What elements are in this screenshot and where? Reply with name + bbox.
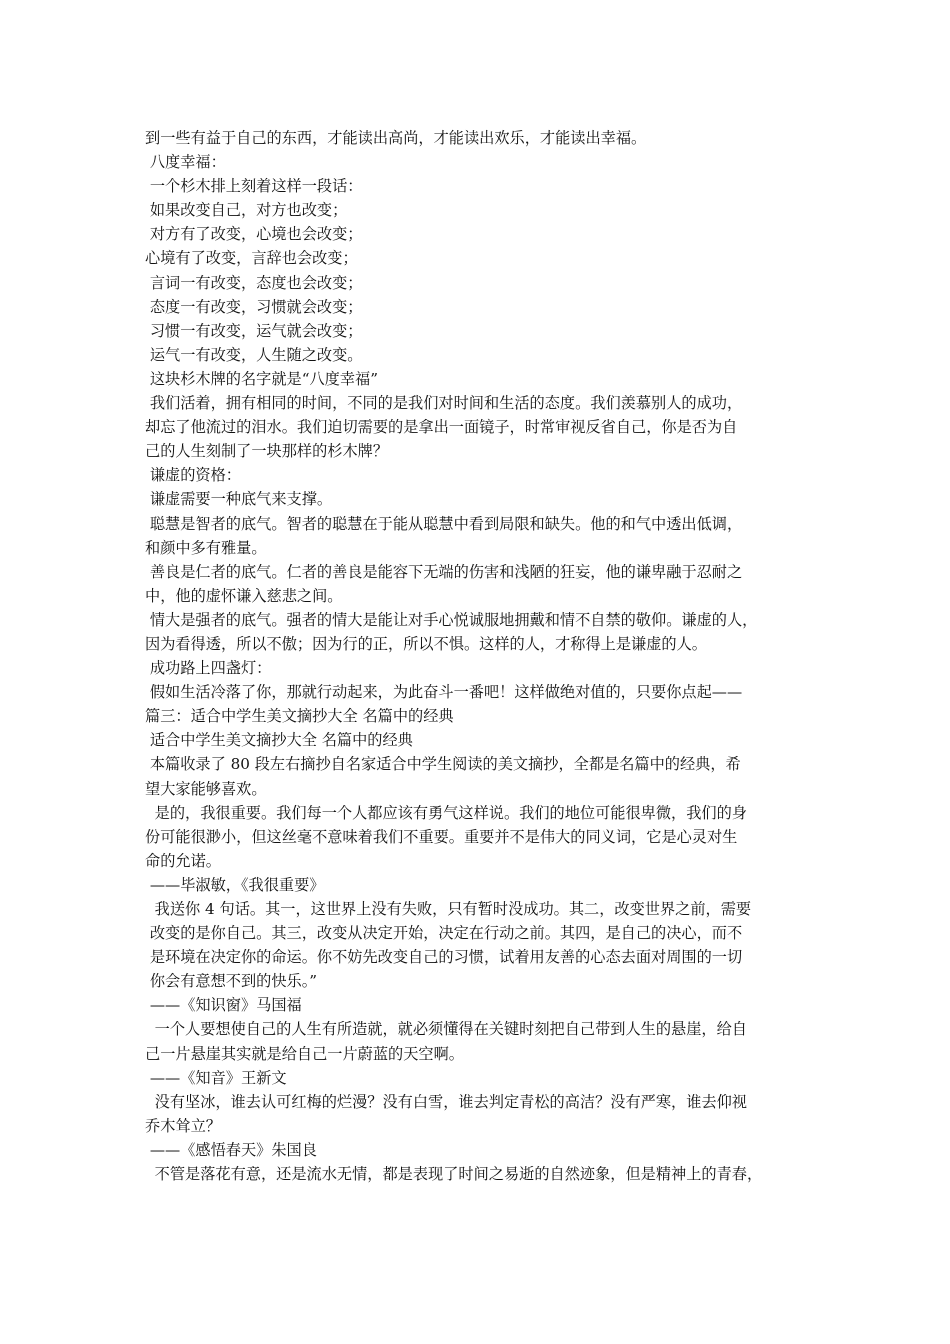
- text-line: ——《知音》王新文: [145, 1068, 287, 1087]
- text-line: ——《感悟春天》朱国良: [145, 1140, 317, 1159]
- text-line: 因为看得透，所以不傲；因为行的正，所以不惧。这样的人，才称得上是谦虚的人。: [145, 634, 707, 653]
- text-line: 我送你 4 句话。其一，这世界上没有失败，只有暂时没成功。其二，改变世界之前，需要: [145, 900, 752, 918]
- text-line: 善良是仁者的底气。仁者的善良是能容下无端的伤害和浅陋的狂妄，他的谦卑融于忍耐之: [145, 562, 743, 581]
- text-line: 己一片悬崖其实就是给自己一片蔚蓝的天空啊。: [145, 1044, 464, 1063]
- text-line: 我们活着，拥有相同的时间，不同的是我们对时间和生活的态度。我们羡慕别人的成功，: [145, 394, 743, 413]
- text-line: 是的，我很重要。我们每一个人都应该有勇气这样说。我们的地位可能很卑微，我们的身: [145, 803, 747, 822]
- text-line: 篇三：适合中学生美文摘抄大全 名篇中的经典: [145, 707, 454, 726]
- text-line: 情大是强者的底气。强者的情大是能让对手心悦诚服地拥戴和情不自禁的敬仰。谦虚的人，: [145, 610, 758, 629]
- text-line: 这块杉木牌的名字就是“八度幸福”: [145, 369, 378, 388]
- text-line: 没有坚冰，谁去认可红梅的烂漫？没有白雪，谁去判定青松的高洁？没有严寒，谁去仰视: [145, 1092, 747, 1111]
- text-line: 态度一有改变，习惯就会改变；: [145, 297, 363, 316]
- text-line: 言词一有改变，态度也会改变；: [145, 273, 363, 292]
- text-line: 如果改变自己，对方也改变；: [145, 201, 348, 220]
- text-line: ——毕淑敏，《我很重要》: [145, 875, 325, 894]
- text-line: 到一些有益于自己的东西，才能读出高尚，才能读出欢乐，才能读出幸福。: [145, 129, 647, 147]
- text-line: 你会有意想不到的快乐。”: [145, 972, 318, 991]
- text-line: 中，他的虚怀谦入慈悲之间。: [145, 586, 343, 605]
- text-line: 本篇收录了 80 段左右摘抄自名家适合中学生阅读的美文摘抄，全都是名篇中的经典，希: [145, 755, 741, 774]
- text-line: 改变的是你自己。其三，改变从决定开始，决定在行动之前。其四，是自己的决心，而不: [145, 924, 743, 943]
- text-line: 聪慧是智者的底气。智者的聪慧在于能从聪慧中看到局限和缺失。他的和气中透出低调，: [145, 514, 743, 533]
- text-line: 乔木耸立？: [145, 1116, 221, 1135]
- text-line: 一个人要想使自己的人生有所造就，就必须懂得在关键时刻把自己带到人生的悬崖，给自: [145, 1020, 747, 1039]
- text-line: 一个杉木排上刻着这样一段话：: [145, 177, 363, 196]
- text-line: 习惯一有改变，运气就会改变；: [145, 321, 363, 340]
- text-line: 运气一有改变，人生随之改变。: [145, 345, 363, 364]
- text-line: 适合中学生美文摘抄大全 名篇中的经典: [145, 731, 413, 750]
- text-line: 己的人生刻制了一块那样的杉木牌？: [145, 442, 388, 461]
- text-line: 是环境在决定你的命运。你不妨先改变自己的习惯，试着用友善的心态去面对周围的一切: [145, 948, 743, 967]
- text-line: 份可能很渺小，但这丝毫不意味着我们不重要。重要并不是伟大的同义词，它是心灵对生: [145, 827, 738, 846]
- text-line: 谦虚的资格：: [145, 466, 241, 485]
- text-line: 望大家能够喜欢。: [145, 779, 267, 798]
- text-line: 和颜中多有雅量。: [145, 538, 267, 557]
- text-line: 对方有了改变，心境也会改变；: [145, 225, 363, 244]
- text-line: 命的允诺。: [145, 851, 221, 870]
- text-line: 却忘了他流过的泪水。我们迫切需要的是拿出一面镜子，时常审视反省自己，你是否为自: [145, 418, 738, 437]
- text-line: 假如生活冷落了你，那就行动起来，为此奋斗一番吧！这样做绝对值的，只要你点起——: [145, 683, 743, 702]
- text-line: ——《知识窗》马国福: [145, 996, 302, 1015]
- text-line: 心境有了改变，言辞也会改变；: [145, 249, 358, 268]
- text-line: 八度幸福：: [145, 153, 226, 172]
- text-line: 成功路上四盏灯：: [145, 659, 272, 678]
- document-text-body: [145, 126, 810, 1186]
- text-line: 谦虚需要一种底气来支撑。: [145, 490, 333, 509]
- text-line: 不管是落花有意，还是流水无情，都是表现了时间之易逝的自然迹象，但是精神上的青春，: [145, 1165, 763, 1184]
